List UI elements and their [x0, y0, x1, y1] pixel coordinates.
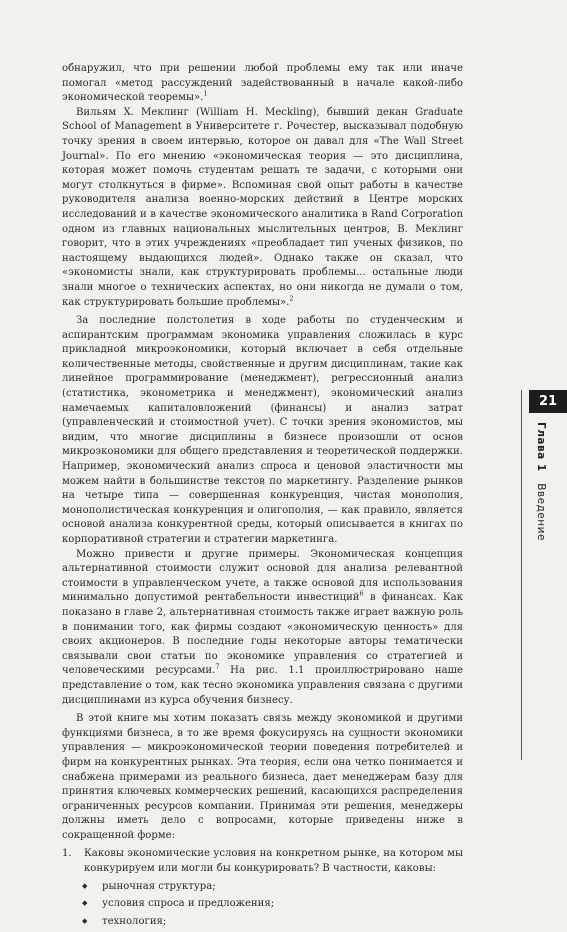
chapter-title: Введение	[535, 483, 547, 541]
list-item-text: Каковы экономические условия на конкретном рынке, на котором мы конкурируем или могли бы конкурировать? В частности, каковы:	[84, 848, 463, 875]
bullet-text: условия спроса и предложения;	[102, 898, 275, 910]
footnote-ref[interactable]: 7	[215, 662, 220, 671]
list-item	[62, 847, 463, 876]
bullet-text: технология;	[102, 915, 167, 927]
paragraph	[62, 548, 463, 709]
diamond-bullet-icon: ◆	[82, 899, 88, 908]
bullet-item	[82, 880, 463, 895]
paragraph-text: Вильям Х. Меклинг (William H. Meckling), бывший декан Graduate School of Management в Университете г. Рочестер, высказывал подобную точку зрения в своем интервью, которое он давал для «The Wall Street Journal». По его мнению «экономическая теория — это дисциплина, которая может помочь студентам решать те задачи, с которыми они могут столкнуться в фирме». Вспоминая свой опыт работы в качестве руководителя анализа военно-морских действий в Центре морских исследований и в качестве экономического аналитика в Rand Corporation одном из главных национальных мыслительных центров, В. Меклинг говорит, что в этих учреждениях «преобладает тип ученых физиков, по настоящему выдающихся людей». Однако также он сказал, что «экономисты знали, как структурировать проблемы... остальные люди знали многое о технических аспектах, но они никогда не думали о том, как структурировать большие проблемы».	[62, 106, 463, 308]
paragraph-text: обнаружил, что при решении любой проблемы ему так или иначе помогал «метод рассуждений задействованный в начале какой-либо экономической теоремы».	[62, 63, 463, 104]
paragraph	[62, 712, 463, 843]
bullet-text: рыночная структура;	[102, 880, 216, 892]
bullet-item	[82, 897, 463, 912]
chapter-number: Глава 1	[535, 422, 547, 472]
list-number: 1.	[62, 848, 72, 860]
paragraph-text: в финансах. Как показано в главе 2, альтернативная стоимость также играет важную роль в понимании того, как фирмы создают «экономическую ценность» для своих акционеров. В последние годы некоторые авторы тематически связывали свои статьи по экономике управления со стратегией и человеческими ресурсами.	[62, 592, 463, 677]
bullet-item	[82, 915, 463, 930]
footnote-ref[interactable]: 6	[359, 590, 364, 599]
paragraph	[62, 106, 463, 310]
bullet-list	[82, 880, 463, 930]
paragraph	[62, 314, 463, 548]
footnote-ref[interactable]: 2	[289, 294, 294, 303]
diamond-bullet-icon: ◆	[82, 881, 88, 890]
numbered-list	[62, 847, 463, 929]
chapter-label	[535, 422, 547, 541]
paragraph-text: За последние полстолетия в ходе работы по студенческим и аспирантским программам экономика управления сложилась в курс прикладной микроэкономики, который включает в себя отдельные количественные методы, свойственные и другим дисциплинам, такие как линейное программирование (менеджмент), регрессионный анализ (статистика, эконометрика и менеджмент), экономический анализ намечаемых капиталовложений (финансы) и анализ затрат (управленческий и стоимостной учет). С точки зрения экономистов, мы видим, что многие дисциплины в бизнесе произошли от основ микроэкономики для общего представления и теоретической поддержки. Например, экономический анализ спроса и ценовой эластичности мы можем найти в большинстве текстов по маркетингу. Разделение рынков на четыре типа — совершенная конкуренция, чистая монополия, монополистическая конкуренция и олигополия, — как правило, является основой анализа конкурентной среды, который описывается в книгах по корпоративной стратегии и стратегии маркетинга.	[62, 315, 463, 545]
paragraph-text: В этой книге мы хотим показать связь между экономикой и другими функциями бизнеса, в то же время фокусируясь на сущности экономики управления — микроэкономической теории поведения потребителей и фирм на конкурентных рынках. Эта теория, если она четко понимается и снабжена примерами из реального бизнеса, дает менеджерам базу для принятия ключевых коммерческих решений, касающихся распределения ограниченных ресурсов компании. Принимая эти решения, менеджеры должны иметь дело с вопросами, которые приведены ниже в сокращенной форме:	[62, 713, 463, 841]
paragraph	[62, 62, 463, 106]
chapter-sidebar	[521, 390, 567, 760]
paragraph-text: На рис. 1.1 проиллюстрировано наше представление о том, как тесно экономика управления связана с другими дисциплинами из курса обучения бизнесу.	[62, 665, 463, 706]
page-number-tab: 21	[529, 390, 567, 413]
sidebar-rule	[521, 390, 522, 760]
paragraph-text: Можно привести и другие примеры. Экономическая концепция альтернативной стоимости служит основой для анализа релевантной стоимости в управленческом учете, а также основой для использования минимально допустимой рентабельности инвестиций	[62, 548, 463, 604]
footnote-ref[interactable]: 1	[203, 89, 208, 98]
main-text	[62, 62, 463, 932]
diamond-bullet-icon: ◆	[82, 916, 88, 925]
